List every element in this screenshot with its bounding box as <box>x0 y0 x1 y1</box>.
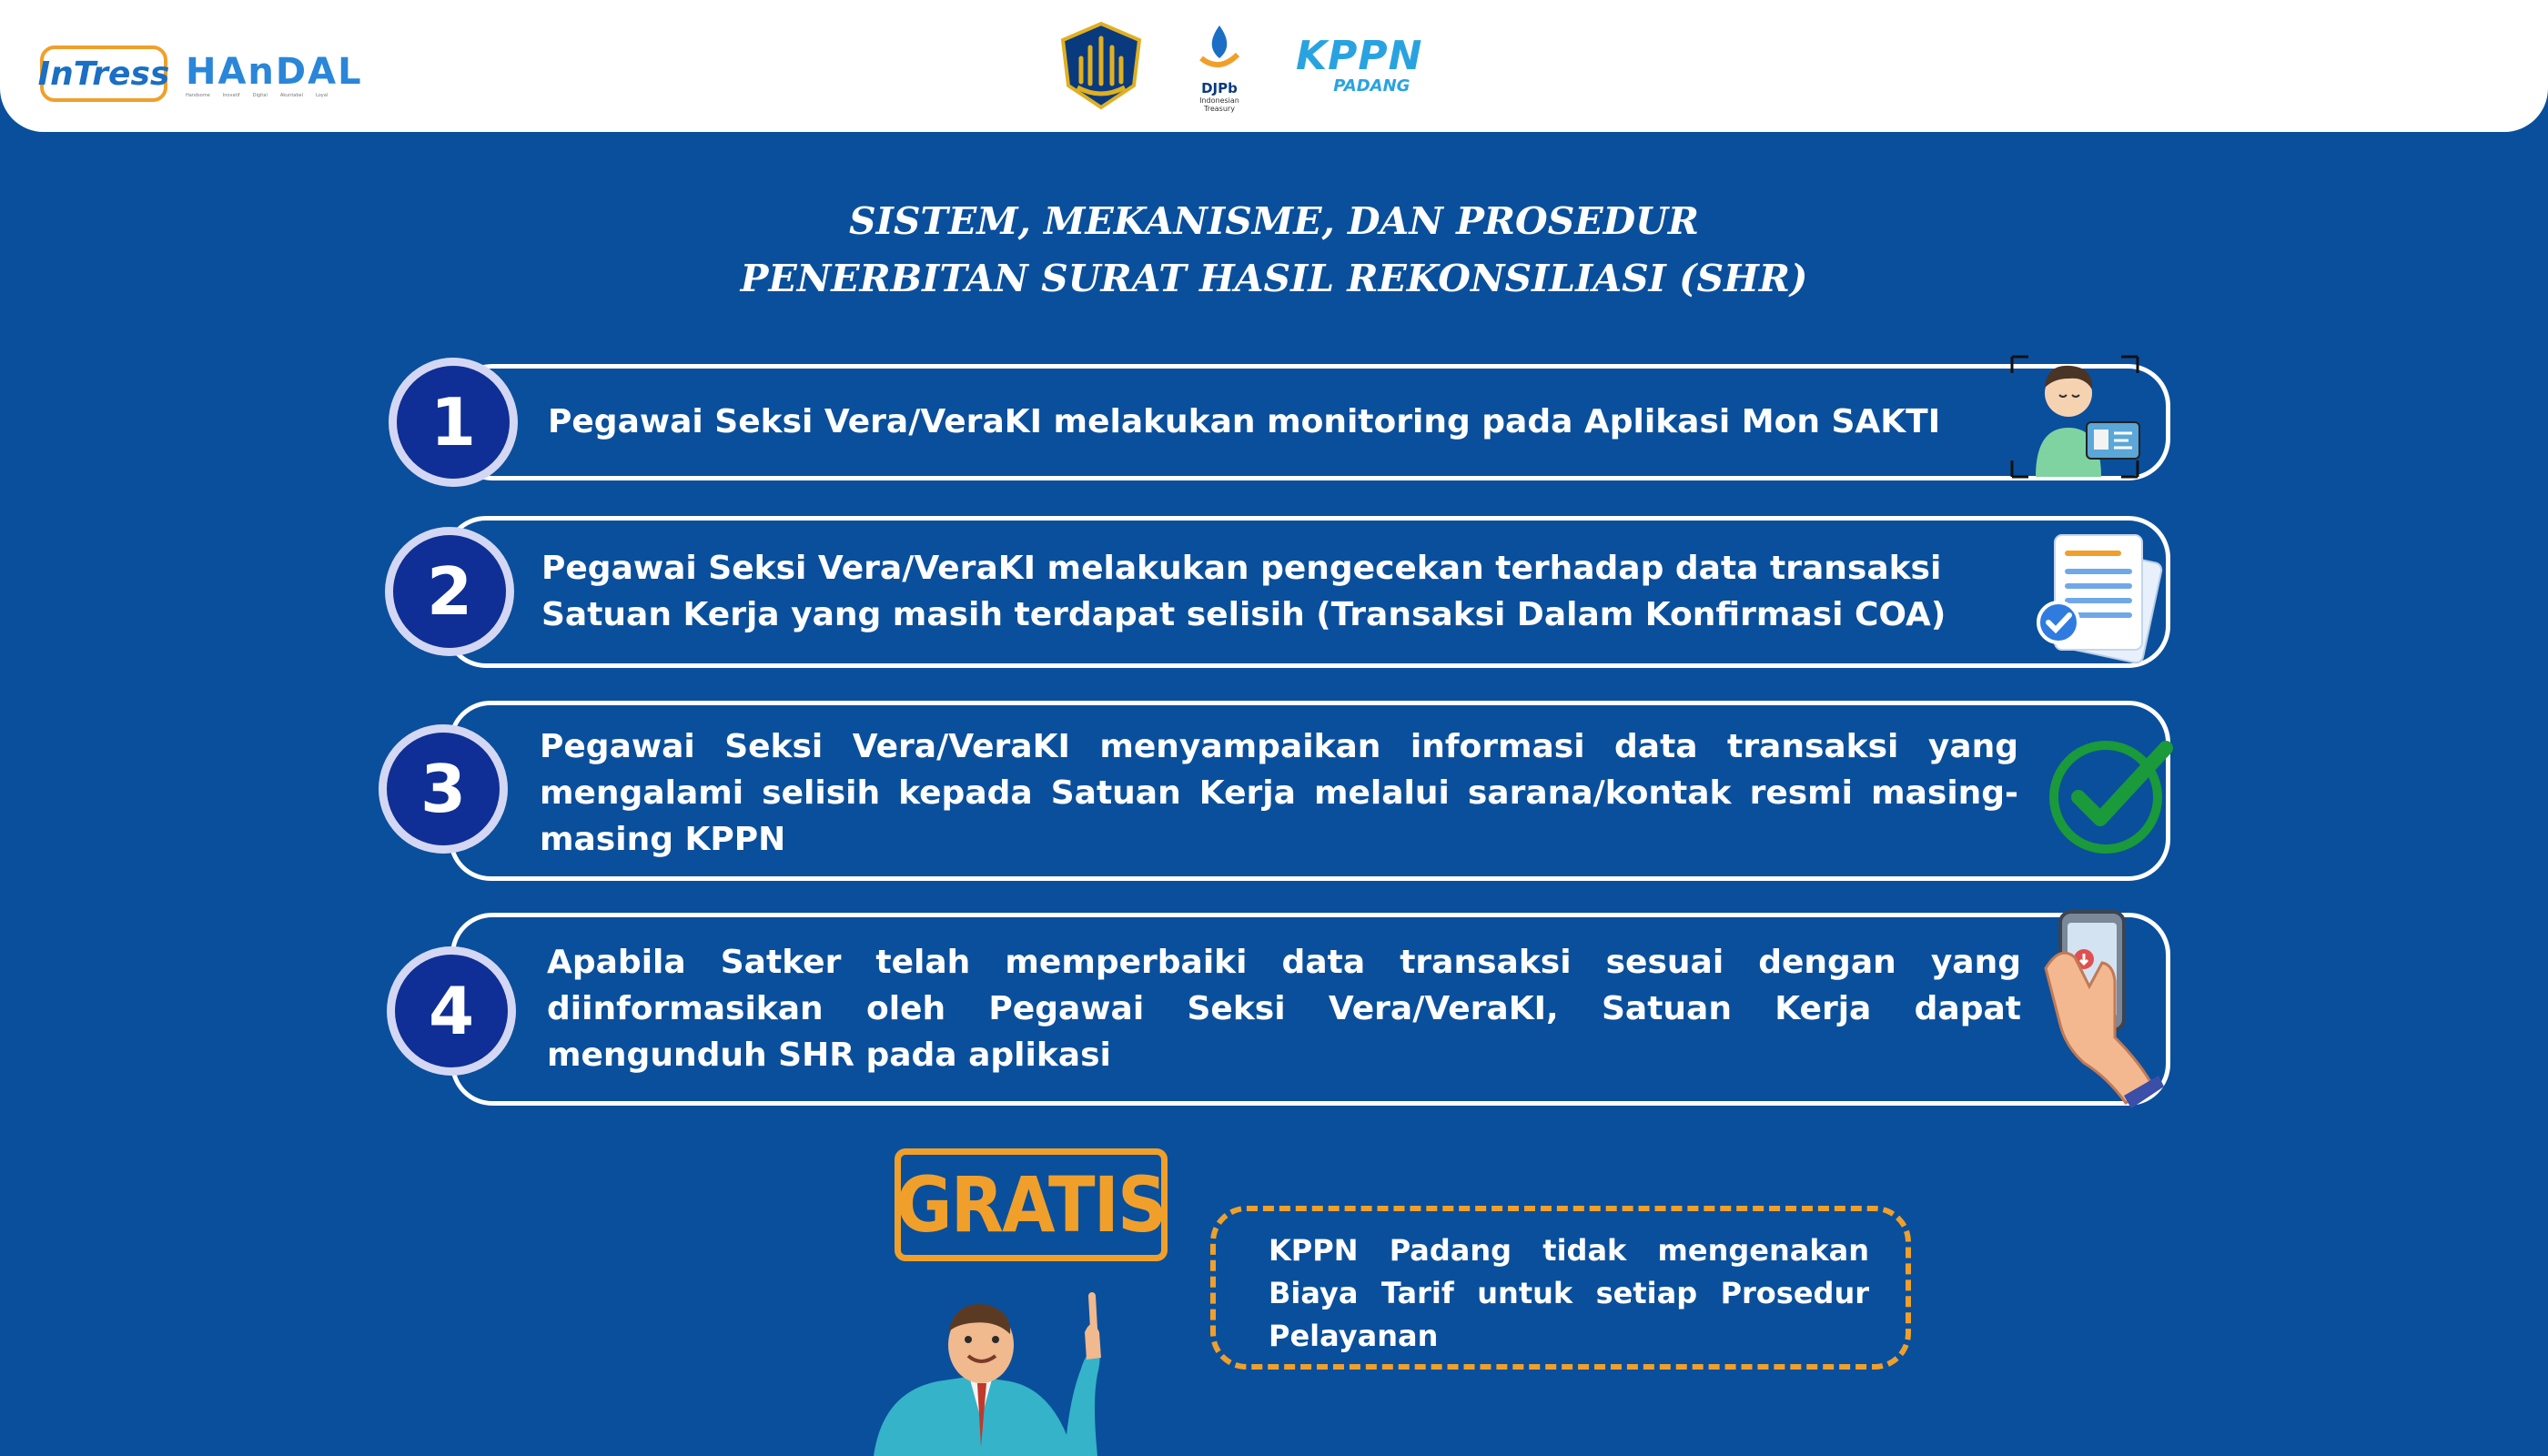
kppn-logo-text: KPPN <box>1296 33 1423 79</box>
handal-logo <box>186 51 363 98</box>
intress-logo-text: InTress <box>37 55 170 93</box>
officer-id-card-icon <box>2007 353 2143 484</box>
step-3-number: 3 <box>379 724 508 854</box>
gratis-badge <box>895 1148 1168 1261</box>
intress-logo <box>37 46 170 102</box>
handal-logo-text: HAnDAL <box>186 51 363 93</box>
pointing-businessman-illustration <box>874 1292 1128 1456</box>
handal-tagline: Handsome Inovatif Digital Akuntabel Loyal <box>186 93 329 98</box>
djpb-logo <box>1183 22 1256 113</box>
djpb-emblem-icon <box>1192 22 1247 76</box>
gratis-badge-text: GRATIS <box>895 1160 1167 1249</box>
green-checkmark-icon <box>2046 735 2173 857</box>
free-service-note <box>1210 1206 1911 1370</box>
document-check-icon <box>2035 528 2169 670</box>
hand-phone-download-icon <box>2038 908 2166 1112</box>
step-2-text: Pegawai Seksi Vera/VeraKI melakukan pengecekan terhadap data transaksi Satuan Kerja yang masih terdapat selisih (Transaksi Dalam Konfirmasi COA) <box>541 550 1946 633</box>
step-1-text: Pegawai Seksi Vera/VeraKI melakukan monitoring pada Aplikasi Mon SAKTI <box>548 403 1941 440</box>
page-title-line-2: PENERBITAN SURAT HASIL REKONSILIASI (SHR) <box>740 257 1808 300</box>
kemenkeu-emblem-icon <box>1057 20 1145 115</box>
step-3-text: Pegawai Seksi Vera/VeraKI menyampaikan informasi data transaksi yang mengalami selisih kepada Satuan Kerja melalui sarana/kontak resmi masing-masing KPPN <box>540 728 2018 858</box>
header-bar <box>0 0 2548 132</box>
page-title <box>0 193 2548 308</box>
djpb-logo-text: DJPb <box>1201 80 1238 96</box>
kppn-logo-subtitle: PADANG <box>1333 76 1410 96</box>
free-service-note-text: KPPN Padang tidak mengenakan Biaya Tarif untuk setiap Prosedur Pelayanan <box>1269 1233 1869 1353</box>
step-2-number: 2 <box>385 527 514 656</box>
page-title-line-1: SISTEM, MEKANISME, DAN PROSEDUR <box>849 199 1699 243</box>
kppn-padang-logo <box>1296 33 1423 96</box>
step-4-number: 4 <box>387 946 516 1076</box>
djpb-logo-subtitle: Indonesian Treasury <box>1199 96 1239 113</box>
step-4-text: Apabila Satker telah memperbaiki data transaksi sesuai dengan yang diinformasikan oleh Pegawai Seksi Vera/VeraKI, Satuan Kerja dapat mengunduh SHR pada aplikasi <box>547 944 2021 1074</box>
step-1-number: 1 <box>389 358 518 487</box>
